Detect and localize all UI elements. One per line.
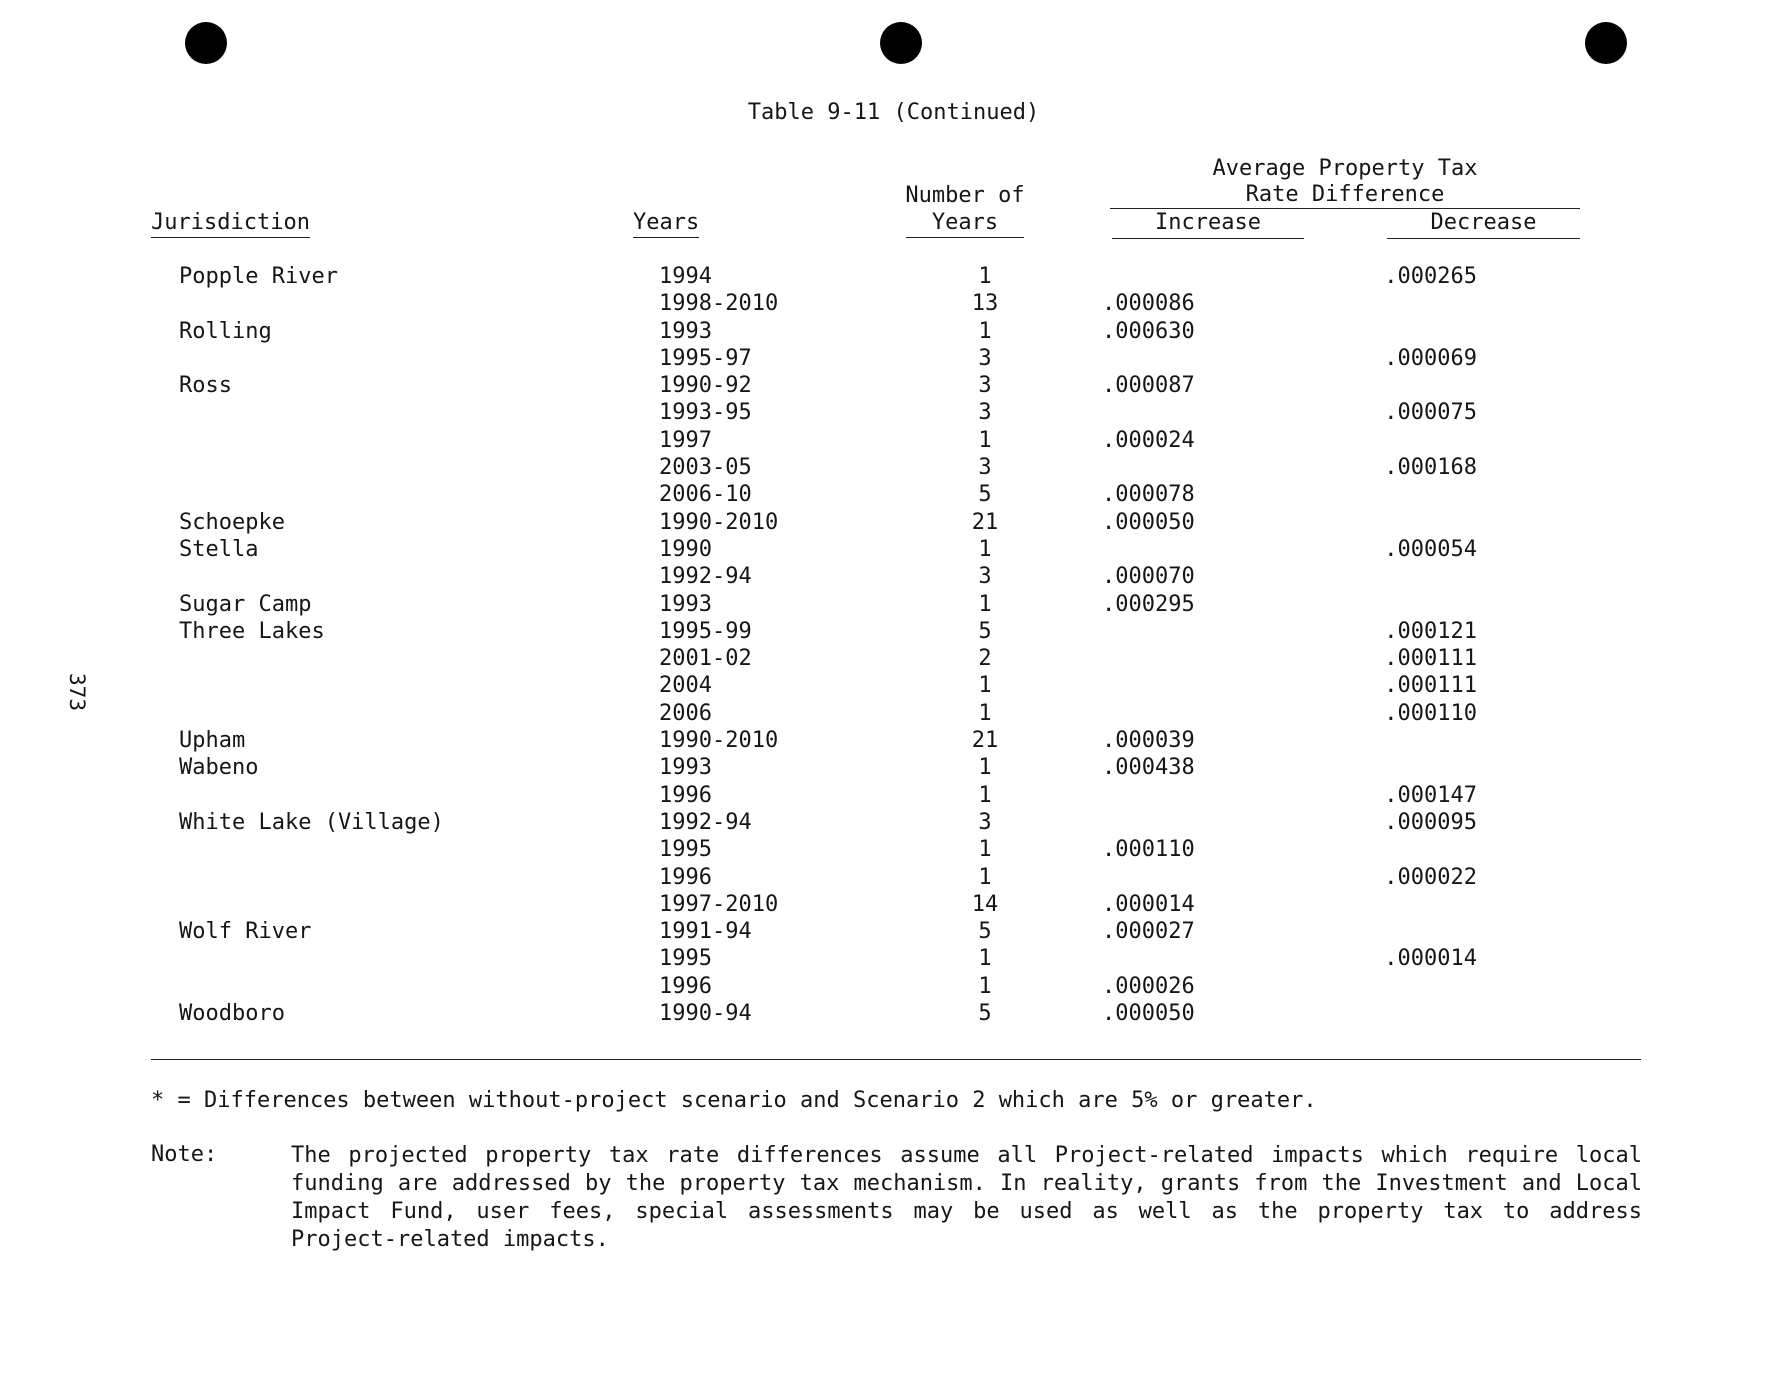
cell-increase: .000014 — [1102, 891, 1195, 917]
cell-jurisdiction: White Lake (Village) — [179, 809, 444, 835]
cell-jurisdiction — [151, 563, 659, 590]
cell-number-of-years: 5 — [978, 618, 992, 644]
cell-jurisdiction: Upham — [179, 728, 246, 754]
header-rate-difference-group — [1110, 156, 1580, 208]
cell-increase — [1056, 536, 1297, 563]
table-row — [151, 864, 1477, 891]
cell-jurisdiction: Wabeno — [179, 755, 259, 781]
cell-years: 2006-10 — [659, 482, 752, 508]
cell-jurisdiction — [151, 782, 659, 809]
cell-number-of-years: 1 — [978, 973, 992, 999]
cell-decrease: .000075 — [1384, 400, 1477, 426]
cell-years: 1990-2010 — [659, 509, 779, 535]
group-header-rule — [1110, 208, 1580, 209]
cell-years: 2006 — [659, 700, 712, 726]
table-row — [151, 563, 1477, 590]
table-bottom-rule — [151, 1059, 1641, 1060]
cell-number-of-years: 13 — [971, 291, 999, 317]
cell-years: 1996 — [659, 864, 712, 890]
cell-number-of-years: 1 — [978, 946, 992, 972]
cell-decrease: .000111 — [1384, 646, 1477, 672]
cell-increase: .000295 — [1102, 591, 1195, 617]
cell-years: 1996 — [659, 973, 712, 999]
cell-decrease — [1297, 754, 1477, 781]
cell-number-of-years: 1 — [978, 318, 992, 344]
cell-jurisdiction — [151, 672, 659, 699]
cell-jurisdiction: Schoepke — [179, 509, 285, 535]
cell-decrease — [1297, 563, 1477, 590]
cell-increase: .000110 — [1102, 837, 1195, 863]
table-row — [151, 454, 1477, 481]
binder-hole-right — [1585, 22, 1627, 64]
table-row — [151, 891, 1477, 918]
cell-jurisdiction — [151, 481, 659, 508]
table-row — [151, 918, 1477, 945]
cell-increase — [1056, 809, 1297, 836]
note-text: The projected property tax rate differences assume all Project-related impacts which require local funding are addressed by the property tax mechanism. In reality, grants from the Investment and Local Impact Fund, user fees, special assessments may be used as well as the property tax to address Project-related impacts. — [291, 1143, 1642, 1252]
table-row — [151, 509, 1477, 536]
cell-years: 1993-95 — [659, 400, 752, 426]
cell-jurisdiction — [151, 345, 659, 372]
cell-increase: .000078 — [1102, 482, 1195, 508]
cell-number-of-years: 1 — [978, 591, 992, 617]
cell-number-of-years: 5 — [978, 919, 992, 945]
header-number-of-years — [895, 183, 1035, 236]
cell-years: 1995 — [659, 946, 712, 972]
table-title: Table 9-11 (Continued) — [747, 100, 1040, 125]
cell-number-of-years: 21 — [971, 728, 999, 754]
cell-increase: .000050 — [1102, 1001, 1195, 1027]
page-number: 373 — [64, 673, 89, 711]
cell-number-of-years: 1 — [978, 837, 992, 863]
cell-decrease: .000265 — [1384, 264, 1477, 289]
table-row — [151, 727, 1477, 754]
header-increase-label: Increase — [1112, 210, 1304, 239]
cell-jurisdiction — [151, 945, 659, 972]
cell-number-of-years: 3 — [978, 564, 992, 590]
cell-decrease — [1297, 727, 1477, 754]
cell-increase — [1056, 618, 1297, 645]
cell-number-of-years: 1 — [978, 264, 992, 289]
table-row — [151, 290, 1477, 317]
cell-number-of-years: 2 — [978, 646, 992, 672]
cell-increase — [1056, 945, 1297, 972]
cell-jurisdiction: Rolling — [179, 318, 272, 344]
cell-jurisdiction — [151, 973, 659, 1000]
cell-jurisdiction — [151, 700, 659, 727]
cell-increase: .000438 — [1102, 755, 1195, 781]
header-group-line2: Rate Difference — [1245, 182, 1445, 207]
table-row — [151, 481, 1477, 508]
table-row — [151, 754, 1477, 781]
cell-decrease — [1297, 372, 1477, 399]
cell-number-of-years: 3 — [978, 400, 992, 426]
cell-years: 1990-94 — [659, 1001, 752, 1027]
cell-jurisdiction: Sugar Camp — [179, 591, 312, 617]
cell-number-of-years: 1 — [978, 673, 992, 699]
table-row — [151, 1000, 1477, 1027]
cell-jurisdiction — [151, 427, 659, 454]
table-row — [151, 809, 1477, 836]
cell-jurisdiction: Wolf River — [179, 919, 312, 945]
table-row — [151, 399, 1477, 426]
table-row — [151, 263, 1477, 290]
tax-rate-table — [151, 263, 1477, 1027]
cell-increase: .000024 — [1102, 427, 1195, 453]
header-jurisdiction — [151, 210, 310, 236]
cell-jurisdiction — [151, 836, 659, 863]
table-row — [151, 427, 1477, 454]
cell-years: 2001-02 — [659, 646, 752, 672]
footnote: * = Differences between without-project scenario and Scenario 2 which are 5% or greater. — [151, 1088, 1317, 1113]
cell-decrease — [1297, 891, 1477, 918]
cell-increase — [1056, 345, 1297, 372]
header-number-line1: Number of — [905, 183, 1025, 208]
cell-jurisdiction: Popple River — [179, 264, 338, 289]
cell-decrease — [1297, 836, 1477, 863]
header-decrease-label: Decrease — [1387, 210, 1580, 239]
cell-years: 1990 — [659, 536, 712, 562]
cell-decrease — [1297, 918, 1477, 945]
cell-increase — [1056, 864, 1297, 891]
cell-increase — [1056, 263, 1297, 290]
cell-increase: .000630 — [1102, 318, 1195, 344]
header-group-line1: Average Property Tax — [1212, 156, 1478, 181]
cell-decrease — [1297, 973, 1477, 1000]
header-years — [633, 210, 699, 236]
cell-number-of-years: 1 — [978, 536, 992, 562]
cell-increase — [1056, 454, 1297, 481]
cell-decrease — [1297, 290, 1477, 317]
cell-jurisdiction: Stella — [179, 536, 259, 562]
cell-number-of-years: 5 — [978, 482, 992, 508]
cell-decrease: .000054 — [1384, 536, 1477, 562]
cell-years: 1994 — [659, 264, 712, 289]
cell-years: 1995-99 — [659, 618, 752, 644]
cell-increase — [1056, 399, 1297, 426]
cell-number-of-years: 3 — [978, 455, 992, 481]
cell-increase: .000026 — [1102, 973, 1195, 999]
cell-years: 1996 — [659, 782, 712, 808]
cell-decrease: .000111 — [1384, 673, 1477, 699]
cell-increase — [1056, 672, 1297, 699]
table-row — [151, 672, 1477, 699]
cell-increase: .000039 — [1102, 728, 1195, 754]
cell-years: 1991-94 — [659, 919, 752, 945]
cell-number-of-years: 1 — [978, 755, 992, 781]
cell-years: 1990-92 — [659, 373, 752, 399]
cell-jurisdiction: Three Lakes — [179, 618, 325, 644]
cell-years: 1992-94 — [659, 809, 752, 835]
cell-increase — [1056, 645, 1297, 672]
cell-decrease: .000095 — [1384, 809, 1477, 835]
header-years-label: Years — [633, 210, 699, 238]
cell-increase — [1056, 700, 1297, 727]
cell-jurisdiction — [151, 399, 659, 426]
cell-jurisdiction — [151, 290, 659, 317]
cell-years: 1998-2010 — [659, 291, 779, 317]
table-row — [151, 973, 1477, 1000]
cell-years: 1997 — [659, 427, 712, 453]
cell-number-of-years: 1 — [978, 700, 992, 726]
binder-hole-center — [880, 22, 922, 64]
cell-number-of-years: 5 — [978, 1001, 992, 1027]
header-increase — [1112, 210, 1304, 239]
cell-jurisdiction — [151, 864, 659, 891]
cell-increase: .000050 — [1102, 509, 1195, 535]
cell-jurisdiction: Ross — [179, 373, 232, 399]
table-row — [151, 372, 1477, 399]
cell-jurisdiction: Woodboro — [179, 1001, 285, 1027]
table-row — [151, 645, 1477, 672]
cell-number-of-years: 14 — [971, 891, 999, 917]
cell-number-of-years: 3 — [978, 373, 992, 399]
table-body — [151, 263, 1477, 1027]
cell-years: 1995-97 — [659, 345, 752, 371]
table-row — [151, 700, 1477, 727]
cell-years: 2004 — [659, 673, 712, 699]
cell-years: 1995 — [659, 837, 712, 863]
cell-number-of-years: 3 — [978, 809, 992, 835]
header-number-line2: Years — [906, 210, 1024, 238]
header-jurisdiction-label: Jurisdiction — [151, 210, 310, 238]
cell-decrease: .000121 — [1384, 618, 1477, 644]
cell-increase: .000070 — [1102, 564, 1195, 590]
note-label: Note: — [151, 1142, 218, 1167]
table-row — [151, 591, 1477, 618]
cell-years: 2003-05 — [659, 455, 752, 481]
cell-years: 1997-2010 — [659, 891, 779, 917]
cell-decrease: .000168 — [1384, 455, 1477, 481]
cell-decrease — [1297, 427, 1477, 454]
cell-increase: .000087 — [1102, 373, 1195, 399]
cell-number-of-years: 1 — [978, 782, 992, 808]
binder-hole-left — [185, 22, 227, 64]
cell-number-of-years: 1 — [978, 864, 992, 890]
table-row — [151, 536, 1477, 563]
cell-years: 1993 — [659, 755, 712, 781]
cell-jurisdiction — [151, 645, 659, 672]
cell-number-of-years: 3 — [978, 345, 992, 371]
cell-increase: .000086 — [1102, 291, 1195, 317]
cell-decrease — [1297, 509, 1477, 536]
cell-jurisdiction — [151, 891, 659, 918]
table-row — [151, 618, 1477, 645]
cell-number-of-years: 21 — [971, 509, 999, 535]
cell-years: 1992-94 — [659, 564, 752, 590]
table-row — [151, 945, 1477, 972]
cell-decrease: .000110 — [1384, 700, 1477, 726]
header-decrease — [1387, 210, 1580, 239]
table-row — [151, 782, 1477, 809]
cell-decrease: .000069 — [1384, 345, 1477, 371]
table-row — [151, 318, 1477, 345]
cell-years: 1993 — [659, 591, 712, 617]
cell-decrease — [1297, 1000, 1477, 1027]
table-row — [151, 345, 1477, 372]
cell-decrease — [1297, 591, 1477, 618]
cell-decrease — [1297, 318, 1477, 345]
cell-number-of-years: 1 — [978, 427, 992, 453]
cell-increase — [1056, 782, 1297, 809]
cell-increase: .000027 — [1102, 919, 1195, 945]
cell-years: 1993 — [659, 318, 712, 344]
cell-decrease: .000022 — [1384, 864, 1477, 890]
cell-decrease — [1297, 481, 1477, 508]
cell-jurisdiction — [151, 454, 659, 481]
table-row — [151, 836, 1477, 863]
cell-years: 1990-2010 — [659, 728, 779, 754]
cell-decrease: .000147 — [1384, 782, 1477, 808]
cell-decrease: .000014 — [1384, 946, 1477, 972]
